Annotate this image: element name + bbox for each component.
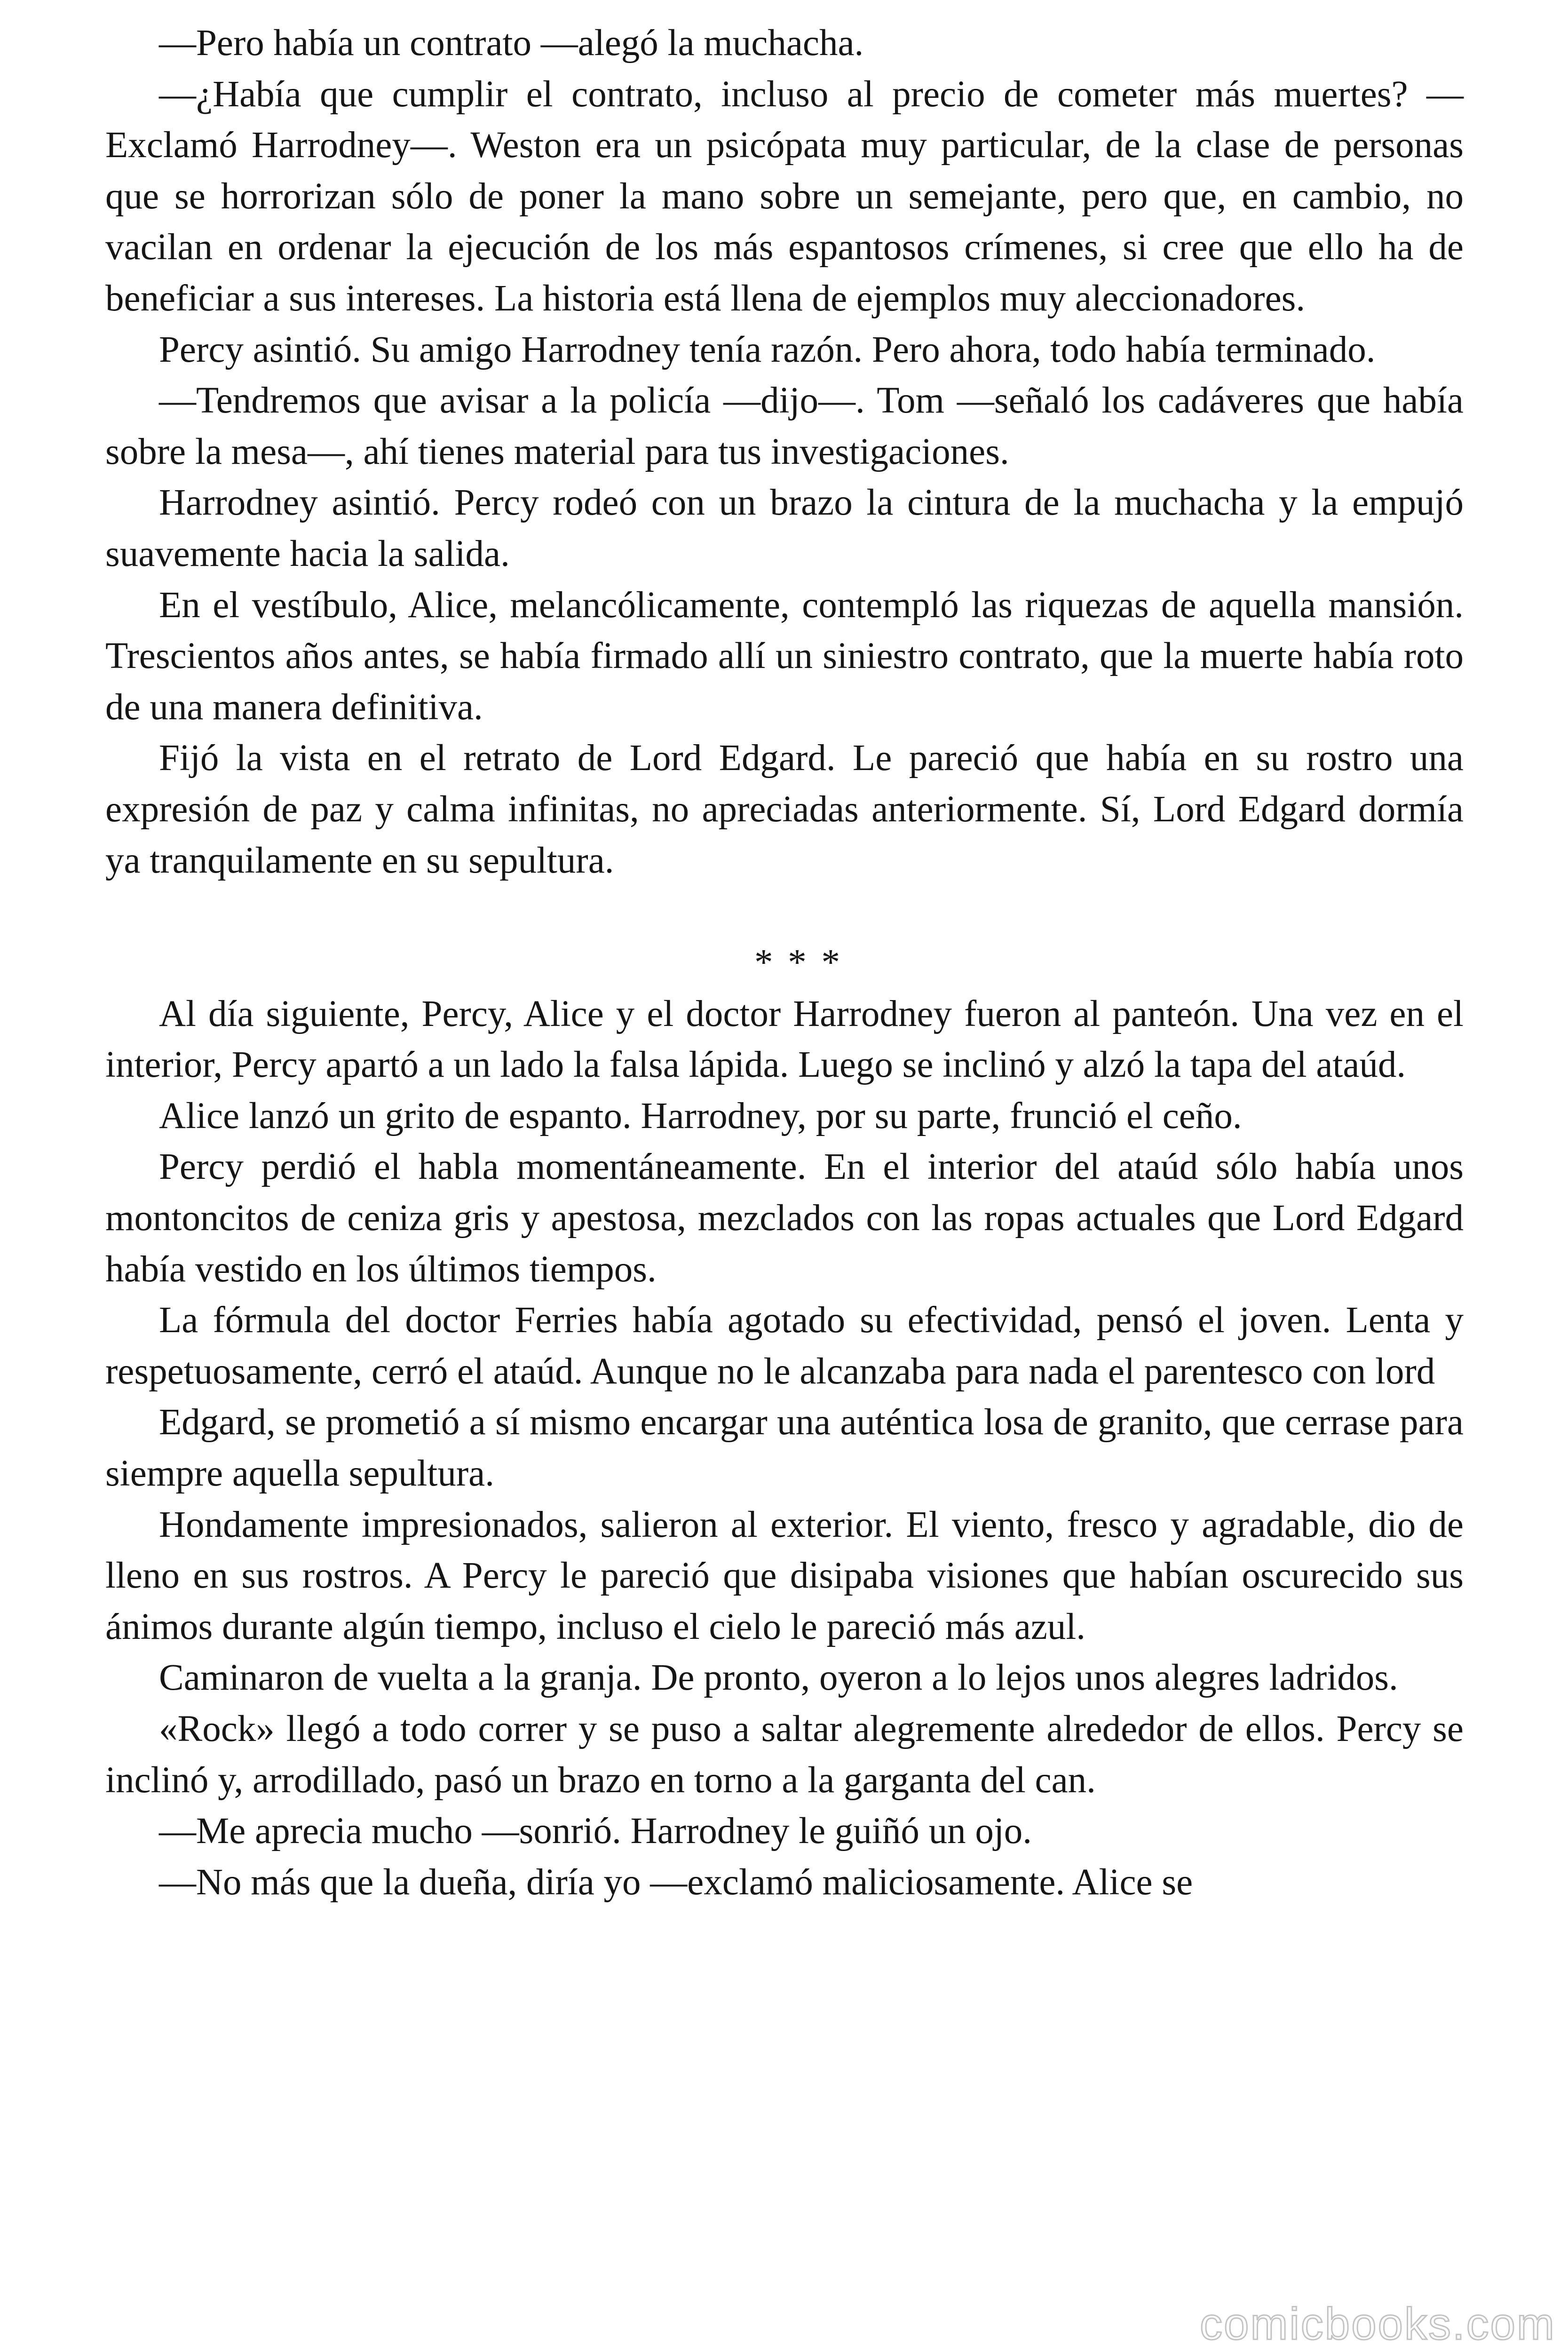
paragraph: —No más que la dueña, diría yo —exclamó maliciosamente. Alice se xyxy=(159,1861,1193,1903)
section-separator: * * * xyxy=(754,942,843,984)
paragraph: Percy perdió el habla momentáneamente. En el interior del ataúd sólo había unos montoncitos de ceniza gris y apestosa, mezclados con las ropas actuales que Lord Edgard había vestido en los últimos tiempos. xyxy=(105,1146,1464,1290)
paragraph: Hondamente impresionados, salieron al exterior. El viento, fresco y agradable, dio de lleno en sus rostros. A Percy le pareció que disipaba visiones que habían oscurecido sus ánimos durante algún tiempo, incluso el cielo le pareció más azul. xyxy=(105,1504,1464,1647)
paragraph: La fórmula del doctor Ferries había agotado su efectividad, pensó el joven. Lenta y respetuosamente, cerró el ataúd. Aunque no le alcanzaba para nada el parentesco con lord xyxy=(105,1300,1464,1392)
paragraph: —Tendremos que avisar a la policía —dijo—. Tom —señaló los cadáveres que había sobre la mesa—, ahí tienes material para tus investigaciones. xyxy=(105,380,1464,472)
paragraph: «Rock» llegó a todo correr y se puso a saltar alegremente alrededor de ellos. Percy se inclinó y, arrodillado, pasó un brazo en torno a la garganta del can. xyxy=(105,1708,1464,1801)
paragraph: Percy asintió. Su amigo Harrodney tenía razón. Pero ahora, todo había terminado. xyxy=(159,329,1376,370)
page-text xyxy=(105,18,1464,1908)
paragraph: Harrodney asintió. Percy rodeó con un brazo la cintura de la muchacha y la empujó suavemente hacia la salida. xyxy=(105,482,1464,574)
watermark: comicbooks.com xyxy=(1200,2299,1556,2349)
paragraph: Al día siguiente, Percy, Alice y el doctor Harrodney fueron al panteón. Una vez en el interior, Percy apartó a un lado la falsa lápida. Luego se inclinó y alzó la tapa del ataúd. xyxy=(105,993,1464,1086)
paragraph: En el vestíbulo, Alice, melancólicamente, contempló las riquezas de aquella mansión. Trescientos años antes, se había firmado allí un siniestro contrato, que la muerte había roto de una manera definitiva. xyxy=(105,584,1464,728)
paragraph: Caminaron de vuelta a la granja. De pronto, oyeron a lo lejos unos alegres ladridos. xyxy=(159,1657,1398,1699)
paragraph: —¿Había que cumplir el contrato, incluso al precio de cometer más muertes? —Exclamó Harrodney—. Weston era un psicópata muy particular, de la clase de personas que se horrorizan sólo de poner la mano sobre un semejante, pero que, en cambio, no vacilan en ordenar la ejecución de los más espantosos crímenes, si cree que ello ha de beneficiar a sus intereses. La historia está llena de ejemplos muy aleccionadores. xyxy=(105,73,1464,319)
paragraph: Fijó la vista en el retrato de Lord Edgard. Le pareció que había en su rostro una expresión de paz y calma infinitas, no apreciadas anteriormente. Sí, Lord Edgard dormía ya tranquilamente en su sepultura. xyxy=(105,738,1464,881)
paragraph: —Me aprecia mucho —sonrió. Harrodney le guiñó un ojo. xyxy=(159,1811,1032,1852)
paragraph: —Pero había un contrato —alegó la muchacha. xyxy=(159,23,864,64)
paragraph: Alice lanzó un grito de espanto. Harrodney, por su parte, frunció el ceño. xyxy=(159,1095,1242,1136)
paragraph: Edgard, se prometió a sí mismo encargar una auténtica losa de granito, que cerrase para siempre aquella sepultura. xyxy=(105,1402,1464,1494)
